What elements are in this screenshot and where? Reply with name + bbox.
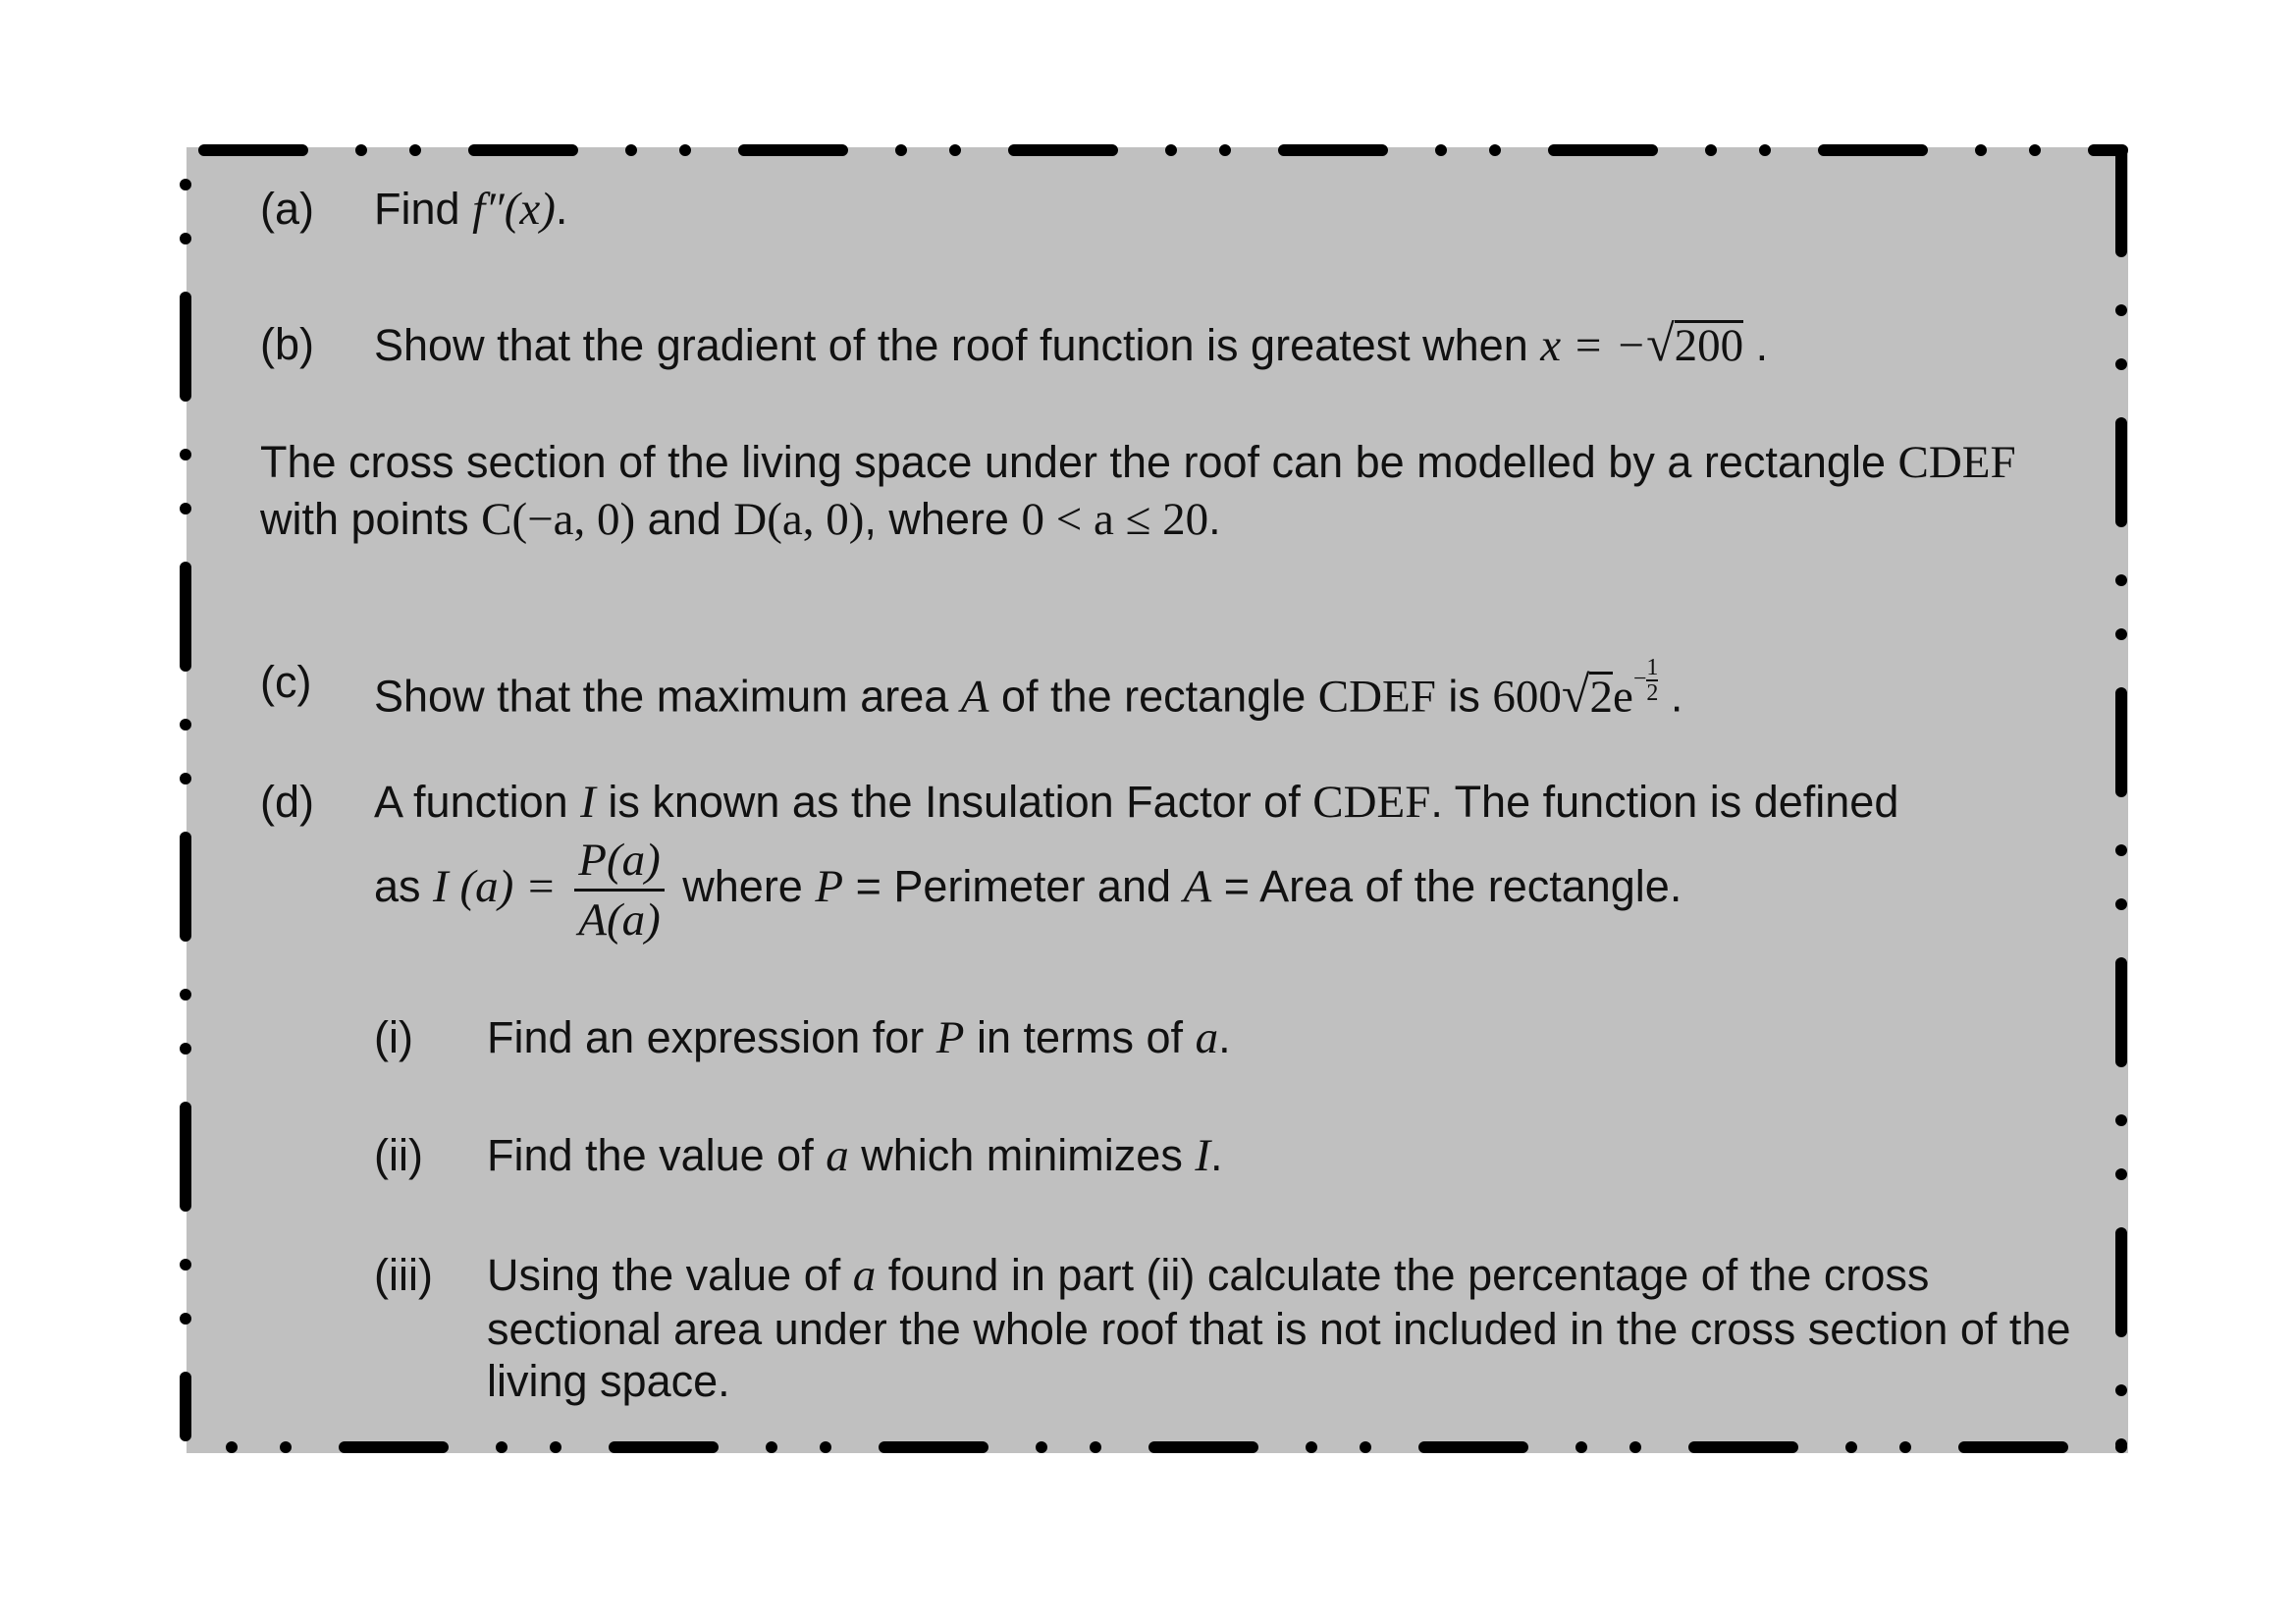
fraction-denominator: A(a): [578, 893, 661, 946]
intro-point-d: D(a, 0): [733, 494, 865, 545]
intro-text-where: , where: [864, 494, 1009, 544]
part-d-i-text: [487, 1011, 1231, 1064]
part-d-iii: [374, 1249, 433, 1302]
part-a-end: .: [555, 184, 568, 234]
part-d-var-a: A: [1183, 861, 1212, 912]
part-d-text-1: A function: [374, 777, 568, 827]
part-c-rect-name: CDEF: [1317, 671, 1436, 723]
part-d-text-perimeter: = Perimeter and: [855, 861, 1172, 911]
part-d-i-var-a: a: [1195, 1012, 1219, 1063]
part-c-var-a: A: [960, 671, 989, 723]
part-d-ii-text-1: Find the value of: [487, 1130, 814, 1180]
part-c-text-2: of the rectangle: [1001, 671, 1307, 722]
part-d-ii-end: .: [1210, 1130, 1223, 1180]
part-d-ii-var-a: a: [826, 1130, 849, 1181]
part-d-label: (d): [260, 777, 314, 827]
intro-line-2: [260, 493, 1221, 546]
part-b-expr: x = −: [1540, 320, 1647, 371]
part-b-radicand: 200: [1674, 320, 1744, 371]
part-a-text: [374, 183, 567, 236]
part-d-var-p: P: [815, 861, 844, 912]
insulation-fraction: [574, 836, 665, 945]
intro-text-and: and: [647, 494, 721, 544]
fraction-numerator: P(a): [574, 836, 665, 892]
part-d-text-where: where: [682, 861, 803, 911]
part-d-iii-text-2: found in part (ii) calculate the percentage of the cross: [887, 1250, 1930, 1300]
part-c-end: .: [1670, 671, 1683, 722]
part-b-label: (b): [260, 319, 314, 369]
part-d-i-text-2: in terms of: [976, 1012, 1184, 1062]
part-b-end: .: [1755, 320, 1769, 370]
part-d-line-2: [374, 833, 1682, 945]
part-d-lhs: I (a) =: [433, 861, 557, 912]
part-d-i-var-p: P: [935, 1012, 965, 1063]
part-d-ii: [374, 1129, 423, 1182]
part-a-text-1: Find: [374, 184, 460, 234]
part-d-i-end: .: [1218, 1012, 1231, 1062]
part-d: [260, 776, 314, 829]
intro-text-2: with points: [260, 494, 469, 544]
part-c-label: (c): [260, 657, 312, 707]
part-c-radicand: 2: [1589, 671, 1613, 723]
part-d-text-as: as: [374, 861, 421, 911]
part-d-iii-text-4: living space.: [487, 1356, 730, 1406]
part-d-iii-line-3: [487, 1355, 730, 1408]
part-c: [260, 656, 311, 709]
intro-condition: 0 < a ≤ 20: [1021, 494, 1209, 545]
part-c-text-1: Show that the maximum area: [374, 671, 949, 722]
part-d-text-3: . The function is defined: [1430, 777, 1899, 827]
intro-rect-name: CDEF: [1897, 437, 2016, 488]
part-d-rect-name: CDEF: [1312, 777, 1431, 828]
part-d-iii-text-1: Using the value of: [487, 1250, 841, 1300]
part-d-ii-text: [487, 1129, 1223, 1182]
intro-text-1: The cross section of the living space under the roof can be modelled by a rectangle: [260, 437, 1886, 487]
part-a-expr: f″(x): [472, 184, 556, 235]
sqrt-symbol: √: [1561, 667, 1590, 724]
part-c-exponent: [1633, 656, 1659, 705]
part-d-iii-label: (iii): [374, 1250, 433, 1300]
part-d-i: [374, 1011, 413, 1064]
part-c-base: e: [1612, 671, 1633, 723]
part-c-text: [374, 656, 1682, 724]
part-d-var-i: I: [580, 777, 596, 828]
part-b-text-1: Show that the gradient of the roof function is greatest when: [374, 320, 1528, 370]
intro-line-1: [260, 436, 2016, 489]
part-d-ii-text-2: which minimizes: [861, 1130, 1183, 1180]
part-b-text: [374, 318, 1768, 372]
intro-end: .: [1208, 494, 1221, 544]
part-d-iii-line-2: [487, 1303, 2070, 1356]
part-d-ii-var-i: I: [1195, 1130, 1210, 1181]
part-c-text-3: is: [1448, 671, 1480, 722]
part-d-i-label: (i): [374, 1012, 413, 1062]
part-c-exp-den: 2: [1646, 680, 1659, 706]
part-d-ii-label: (ii): [374, 1130, 423, 1180]
intro-point-c: C(−a, 0): [481, 494, 636, 545]
part-d-iii-var-a: a: [852, 1250, 877, 1301]
part-d-line-1: [374, 776, 1898, 829]
sqrt-symbol: √: [1646, 316, 1675, 372]
part-d-iii-text-3: sectional area under the whole roof that is not included in the cross section of the: [487, 1304, 2071, 1354]
part-c-coef: 600: [1492, 671, 1562, 723]
part-b: [260, 318, 314, 371]
part-d-text-area: = Area of the rectangle.: [1223, 861, 1682, 911]
part-d-iii-line-1: [487, 1249, 1929, 1302]
part-a: [260, 183, 314, 236]
part-d-text-2: is known as the Insulation Factor of: [608, 777, 1301, 827]
part-c-exp-sign: −: [1632, 666, 1647, 692]
part-a-label: (a): [260, 184, 314, 234]
part-d-i-text-1: Find an expression for: [487, 1012, 925, 1062]
part-c-exp-num: 1: [1646, 655, 1659, 680]
